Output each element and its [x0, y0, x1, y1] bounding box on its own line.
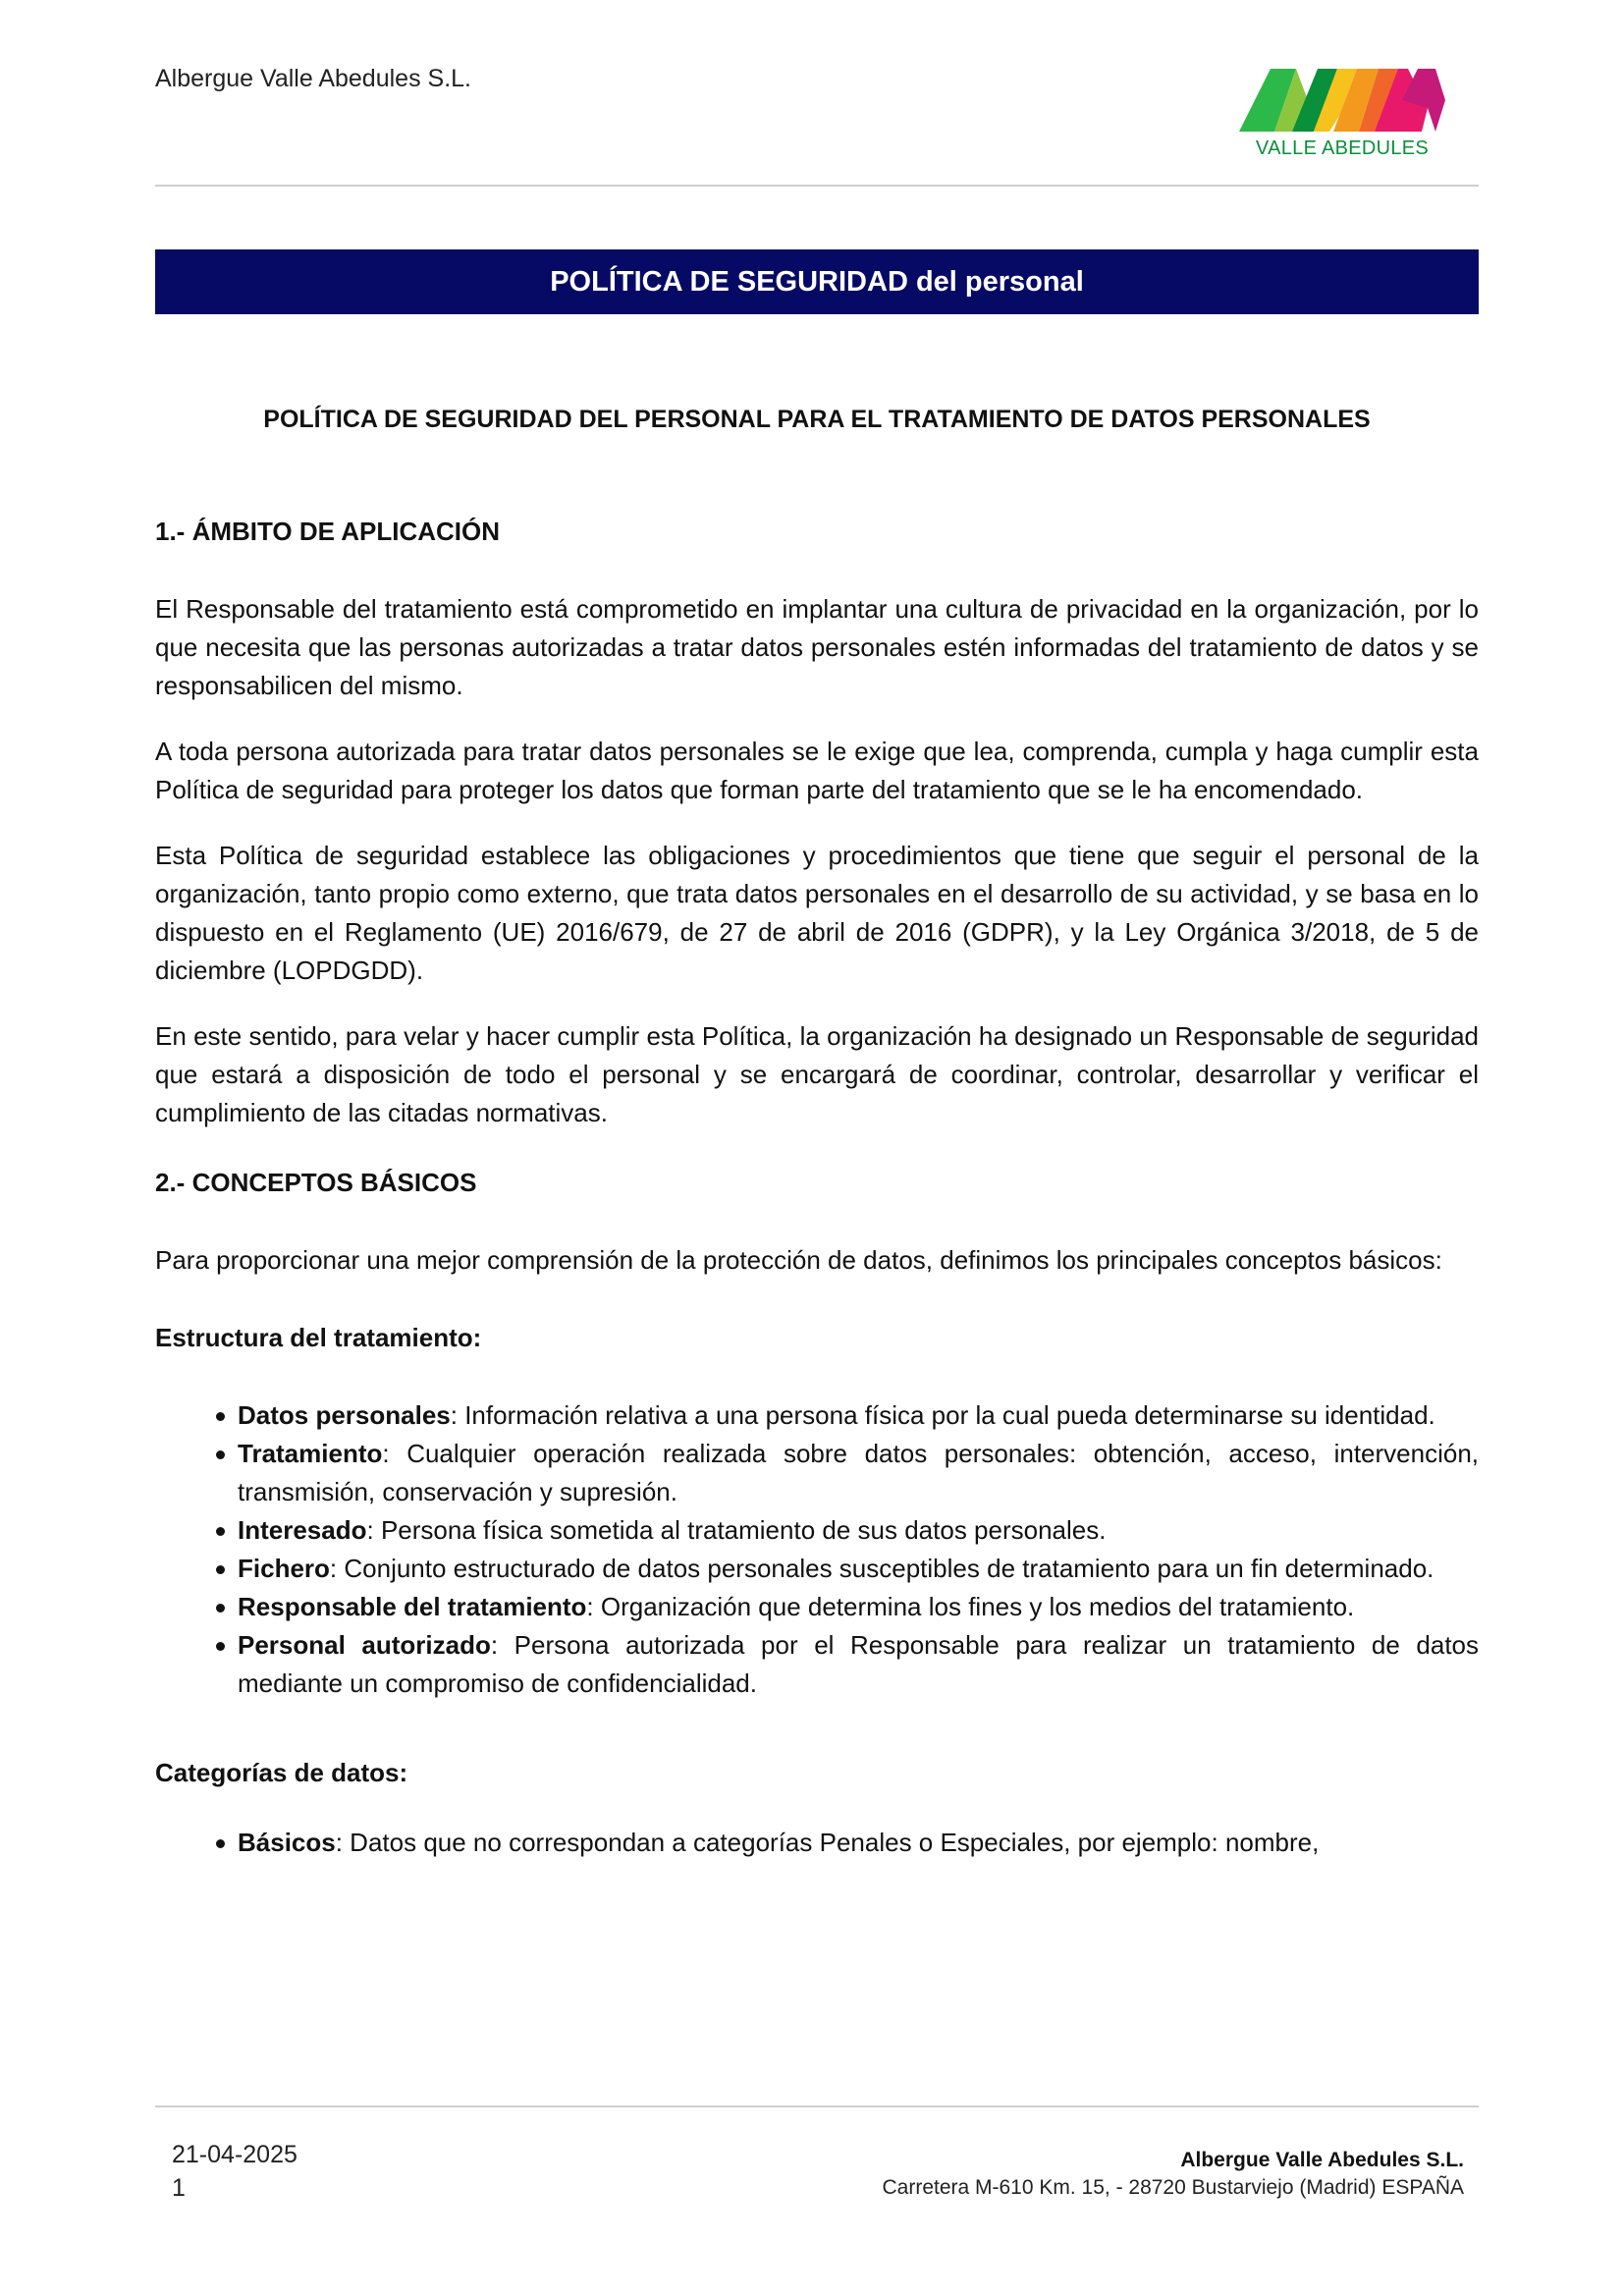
footer-date: 21-04-2025 — [172, 2141, 298, 2168]
categories-heading: Categorías de datos: — [155, 1758, 408, 1787]
section-2-heading: 2.- CONCEPTOS BÁSICOS — [155, 1168, 477, 1197]
section-1-paragraph-4: En este sentido, para velar y hacer cumplir esta Política, la organización ha designado un Responsable de seguridad que estará a disposición de todo el personal y se encargará de coordinar, controlar, desarrollar y verificar el cumplimiento de las citadas normativas. — [155, 1021, 1479, 1127]
company-logo — [1235, 61, 1449, 167]
section-1-paragraph-3: Esta Política de seguridad establece las obligaciones y procedimientos que tiene que seguir el personal de la organización, tanto propio como externo, que trata datos personales en el desarrollo de su actividad, y se basa en lo dispuesto en el Reglamento (UE) 2016/679, de 27 de abril de 2016 (GDPR), y la Ley Orgánica 3/2018, de 5 de diciembre (LOPDGDD). — [155, 841, 1479, 985]
header-company-name: Albergue Valle Abedules S.L. — [155, 65, 471, 92]
section-1-heading: 1.- ÁMBITO DE APLICACIÓN — [155, 517, 501, 546]
document-title: POLÍTICA DE SEGURIDAD DEL PERSONAL PARA EL TRATAMIENTO DE DATOS PERSONALES — [263, 406, 1371, 433]
footer-divider — [155, 2105, 1479, 2107]
structure-list — [155, 1396, 1479, 1703]
list-item: Básicos: Datos que no correspondan a categorías Penales o Especiales, por ejemplo: nombre, — [238, 1824, 1479, 1862]
list-item: Datos personales: Información relativa a una persona física por la cual pueda determinarse su identidad. — [238, 1396, 1479, 1435]
document-body — [155, 513, 1479, 1862]
logo-text: VALLE ABEDULES — [1255, 137, 1430, 159]
footer-address: Carretera M-610 Km. 15, - 28720 Bustarviejo (Madrid) ESPAÑA — [882, 2176, 1464, 2199]
list-item: Tratamiento: Cualquier operación realizada sobre datos personales: obtención, acceso, intervención, transmisión, conservación y supresión. — [238, 1435, 1479, 1511]
list-item: Interesado: Persona física sometida al tratamiento de sus datos personales. — [238, 1511, 1479, 1550]
mountains-logo-icon — [1235, 61, 1449, 139]
list-item: Responsable del tratamiento: Organización que determina los fines y los medios del tratamiento. — [238, 1588, 1479, 1626]
list-item: Fichero: Conjunto estructurado de datos personales susceptibles de tratamiento para un fin determinado. — [238, 1550, 1479, 1588]
section-1-paragraph-2: A toda persona autorizada para tratar datos personales se le exige que lea, comprenda, cumpla y haga cumplir esta Política de seguridad para proteger los datos que forman parte del tratamiento que se le ha encomendado. — [155, 737, 1479, 804]
title-banner — [155, 249, 1479, 314]
section-2-intro: Para proporcionar una mejor comprensión de la protección de datos, definimos los principales conceptos básicos: — [155, 1245, 1442, 1275]
header-divider — [155, 185, 1479, 187]
section-1-paragraph-1: El Responsable del tratamiento está comprometido en implantar una cultura de privacidad en la organización, por lo que necesita que las personas autorizadas a tratar datos personales estén informadas del tratamiento de datos y se responsabilicen del mismo. — [155, 594, 1479, 700]
categories-list — [155, 1824, 1479, 1862]
list-item: Personal autorizado: Persona autorizada por el Responsable para realizar un tratamiento de datos mediante un compromiso de confidencialidad. — [238, 1626, 1479, 1703]
structure-heading: Estructura del tratamiento: — [155, 1323, 482, 1352]
footer-company-name: Albergue Valle Abedules S.L. — [1180, 2149, 1464, 2171]
page-number: 1 — [172, 2174, 186, 2202]
banner-title: POLÍTICA DE SEGURIDAD del personal — [550, 265, 1084, 298]
